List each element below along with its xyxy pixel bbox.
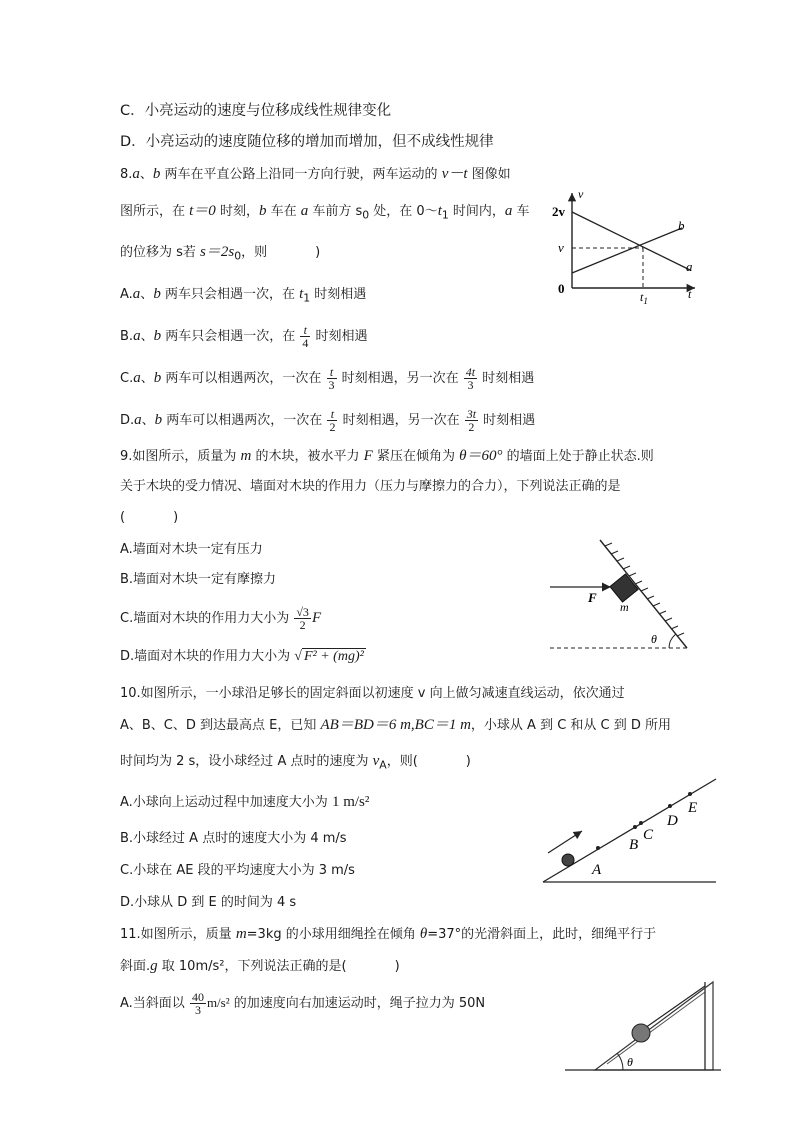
point-e-dot	[688, 792, 692, 796]
point-d-dot	[668, 804, 672, 808]
angle-arc	[669, 634, 676, 648]
line-a	[572, 212, 690, 270]
mass-label: m	[620, 600, 629, 614]
force-label: F	[588, 590, 597, 605]
q8-line-3: 的位移为 s若 $s=2s_0$，则 )	[120, 244, 321, 263]
q8-option-a: A.a、b 两车只会相遇一次，在 $t_1$ 时刻相遇	[120, 286, 367, 305]
point-c-label: C	[643, 827, 654, 843]
point-d-label: D	[667, 813, 678, 829]
q10-option-b: B.小球经过 A 点时的速度大小为 4 m/s	[120, 831, 347, 846]
point-a-dot	[596, 846, 600, 850]
q10-line-2: A、B、C、D 到达最高点 E，已知 AB＝BD＝6 m,BC＝1 m，小球从 A 到 C 和从 C 到 D 所用	[120, 717, 672, 733]
point-a-label: A	[592, 862, 602, 878]
q7-option-d: D．小亮运动的速度随位移的增加而增加，但不成线性规律	[120, 134, 494, 150]
v-axis-label: v	[578, 187, 584, 201]
wall-line	[600, 540, 687, 648]
line-a-label: a	[686, 259, 693, 274]
t-axis-label: t	[688, 287, 692, 301]
q9-option-d: D.墙面对木块的作用力大小为 √ F² + (mg)²	[120, 649, 364, 664]
q10-option-d: D.小球从 D 到 E 的时间为 4 s	[120, 895, 297, 910]
q11-option-a: A.当斜面以 $\frac{40}{3}$ m/s² 的加速度向右加速运动时，绳子拉力为 50N	[120, 990, 486, 1017]
point-e-label: E	[688, 800, 698, 816]
ball	[632, 1024, 650, 1042]
ball	[562, 854, 574, 866]
q11-incline-figure	[555, 978, 725, 1078]
theta-label: θ	[651, 632, 657, 646]
q9-option-b: B.墙面对木块一定有摩擦力	[120, 572, 277, 587]
origin-label: 0	[558, 281, 565, 296]
q9-line-3: ( )	[120, 510, 179, 525]
line-b	[572, 228, 682, 273]
point-b-dot	[633, 825, 637, 829]
q8-line-1: 8.a、b 两车在平直公路上沿同一方向行驶，两车运动的 v－t 图像如	[120, 166, 511, 182]
point-b-label: B	[629, 837, 639, 853]
line-b-label: b	[678, 218, 685, 233]
q9-line-1: 9.如图所示，质量为 m 的木块，被水平力 F 紧压在倾角为 θ＝60° 的墙面上处于静止状态.则	[120, 448, 654, 464]
q8-option-d: D.a、b 两车可以相遇两次，一次在 $\frac{t}{2}$ 时刻相遇，另一次在 $\frac{3t}{2}$ 时刻相遇	[120, 407, 536, 434]
q9-line-2: 关于木块的受力情况、墙面对木块的作用力（压力与摩擦力的合力），下列说法正确的是	[120, 479, 621, 494]
velocity-arrow	[548, 831, 582, 853]
q10-option-c: C.小球在 AE 段的平均速度大小为 3 m/s	[120, 863, 355, 878]
q11-line-2: 斜面.g 取 10m/s²，下列说法正确的是( )	[120, 958, 400, 974]
point-c-dot	[639, 821, 643, 825]
q9-option-c: C.墙面对木块的作用力大小为 $\frac{√3}{2}$ F	[120, 605, 322, 632]
q9-option-a: A.墙面对木块一定有压力	[120, 542, 263, 557]
t1-label: $t_1$	[640, 290, 648, 306]
two-v-label: 2v	[552, 204, 565, 219]
q10-incline-figure	[540, 775, 720, 887]
q8-line-2: 图所示，在 t＝0 时刻，b 车在 a 车前方 $s_0$ 处，在 $0\sim t_1$ 时间内，a 车	[120, 203, 530, 222]
q7-option-c: C．小亮运动的速度与位移成线性规律变化	[120, 103, 392, 119]
q10-option-a: A.小球向上运动过程中加速度大小为 1 m/s²	[120, 794, 370, 810]
wooden-block	[610, 574, 638, 602]
q8-vt-graph	[550, 185, 700, 306]
q9-wall-figure	[545, 538, 695, 653]
v-label: v	[558, 240, 564, 255]
rope	[645, 986, 705, 1028]
q11-line-1: 11.如图所示，质量 m=3kg 的小球用细绳拴在倾角 θ=37°的光滑斜面上，此时，细绳平行于	[120, 926, 657, 942]
q10-line-3: 时间均为 2 s，设小球经过 A 点时的速度为 $v_A$，则( )	[120, 753, 471, 772]
q8-option-b: B.a、b 两车只会相遇一次，在 $\frac{t}{4}$ 时刻相遇	[120, 323, 368, 350]
q10-line-1: 10.如图所示，一小球沿足够长的固定斜面以初速度 v 向上做匀减速直线运动，依次通过	[120, 686, 625, 701]
q8-option-c: C.a、b 两车可以相遇两次，一次在 $\frac{t}{3}$ 时刻相遇，另一次在 $\frac{4t}{3}$ 时刻相遇	[120, 365, 535, 392]
incline-wedge	[595, 982, 713, 1070]
theta-label: θ	[627, 1055, 633, 1069]
incline-surface-2	[607, 992, 705, 1064]
